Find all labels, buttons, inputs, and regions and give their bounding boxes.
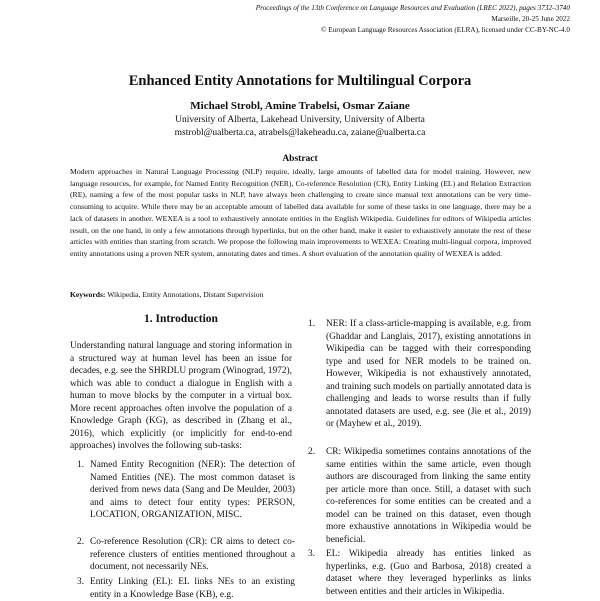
affiliations: University of Alberta, Lakehead University, University of Alberta xyxy=(175,115,425,125)
list-item-ner: Named Entity Recognition (NER): The detection of Named Entities (NE). The most common dataset is derived from news data (Sang and De Meulder, 2003) and aims to detect four entity types: PERSON, LOCATION, ORGANIZATION, MISC. xyxy=(90,460,295,520)
list-item-number: 2. xyxy=(77,537,85,547)
emails: mstrobl@ualberta.ca, atrabels@lakeheadu.ca, zaiane@ualberta.ca xyxy=(174,128,426,138)
list-item-number: 3. xyxy=(77,577,85,587)
intro-paragraph: Understanding natural language and storing information in a structured way at human level has been an issue for decades, e.g. see the SHRDLU program (Winograd, 1972), which was able to conduct a dialogue in English with a human to move blocks by the computer in a virtual box. More recent approaches often involve the population of a Knowledge Graph (KG), as described in (Zhang et al., 2016), which explicitly (or implicitly for end-to-end approaches) involves the following sub-tasks: xyxy=(70,341,292,451)
keywords-text: Wikipedia, Entity Annotations, Distant Supervision xyxy=(105,290,264,299)
abstract-heading: Abstract xyxy=(282,154,318,164)
keywords xyxy=(70,290,263,299)
paper-title: Enhanced Entity Annotations for Multilingual Corpora xyxy=(128,73,472,89)
keywords-label: Keywords: xyxy=(70,290,106,299)
list-item-el: Entity Linking (EL): EL links NEs to an existing entity in a Knowledge Base (KB), e.g. xyxy=(90,577,295,600)
list-item-number: 2. xyxy=(308,447,316,457)
list-item-wiki-el: EL: Wikipedia already has entities linked as hyperlinks, e.g. (Guo and Barbosa, 2018) created a dataset where they leveraged hyperlinks as links between entities and their articles in Wikipedia. xyxy=(326,549,531,597)
list-item-number: 1. xyxy=(77,460,85,470)
list-item-number: 3. xyxy=(308,549,316,559)
list-item-wiki-ner: NER: If a class-article-mapping is available, e.g. from (Ghaddar and Langlais, 2017), existing annotations in Wikipedia can be tagged with their corresponding type and used for NER models to be trained on. However, Wikipedia is not exhaustively annotated, and training such models on partially annotated data is challenging and leads to worse results than if fully annotated datasets are used, e.g. see (Jie et al., 2019) or (Mayhew et al., 2019). xyxy=(326,319,531,429)
venue-line: Marseille, 20-25 June 2022 xyxy=(491,15,570,23)
list-item-number: 1. xyxy=(308,319,316,329)
authors: Michael Strobl, Amine Trabelsi, Osmar Zaiane xyxy=(190,100,410,112)
list-item-cr: Co-reference Resolution (CR): CR aims to detect co-reference clusters of entities mentioned throughout a document, not necessarily NEs. xyxy=(90,537,295,572)
license-line: © European Language Resources Association (ELRA), licensed under CC-BY-NC-4.0 xyxy=(321,26,570,34)
list-item-wiki-cr: CR: Wikipedia sometimes contains annotations of the same entities within the same article, even though authors are discouraged from linking the same entity per article more than once. Still, a dataset with such co-references for some entities can be created and a model can be trained on this dataset, even though more exhaustive annotations in Wikipedia would be beneficial. xyxy=(326,447,531,545)
abstract-text: Modern approaches in Natural Language Processing (NLP) require, ideally, large amounts of labelled data for model training. However, new language resources, for example, for Named Entity Recognition (NER), Co-reference Resolution (CR), Entity Linking (EL) and Relation Extraction (RE), naming a few of the most popular tasks in NLP, have always been challenging to create since manual text annotations can be very time-consuming to acquire. While there may be an acceptable amount of labelled data available for some of these tasks in one language, there may be a lack of datasets in another. WEXEA is a tool to exhaustively annotate entities in the English Wikipedia. Guidelines for editors of Wikipedia articles result, on the one hand, in only a few annotations through hyperlinks, but on the other hand, make it easier to exhaustively annotate the rest of these articles with entities than starting from scratch. We propose the following main improvements to WEXEA: Creating multi-lingual corpora, improved entity annotations using a proven NER system, annotating dates and times. A short evaluation of the annotation quality of WEXEA is added. xyxy=(70,167,531,258)
section-heading-introduction: 1. Introduction xyxy=(144,313,218,325)
proceedings-header: Proceedings of the 13th Conference on Language Resources and Evaluation (LREC 2022), pages 3732–3740 xyxy=(255,4,570,12)
